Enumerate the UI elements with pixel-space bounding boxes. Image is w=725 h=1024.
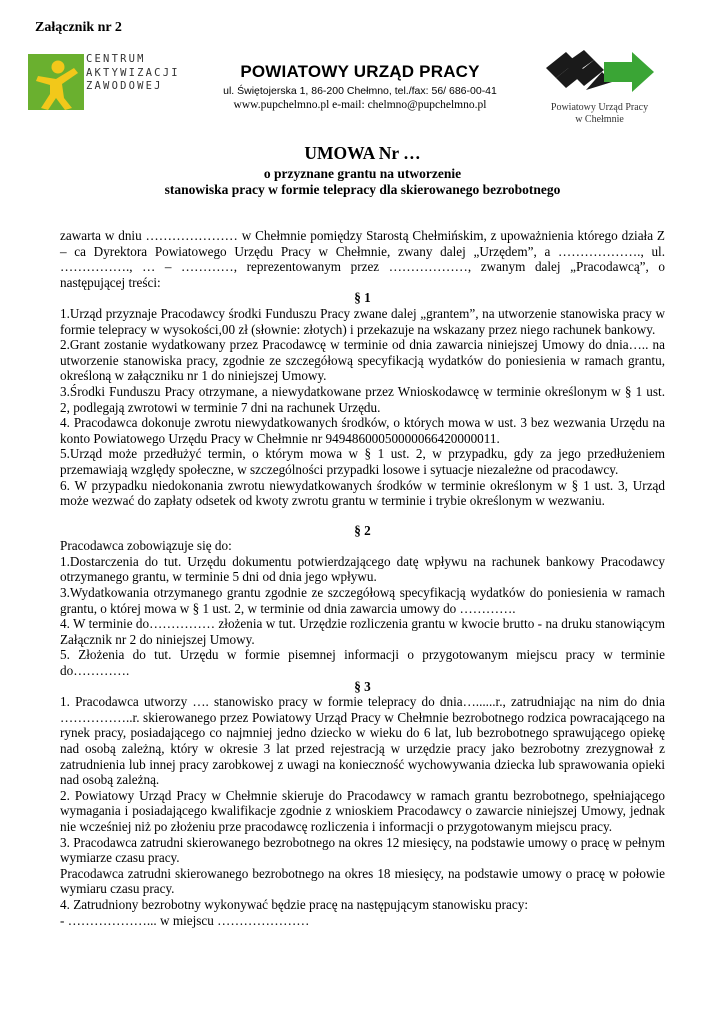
paragraph: 1. Pracodawca utworzy …. stanowisko pracy w formie telepracy do dnia…......r., zatrudniając na nim do dnia ……………..r. skierowanego przez Powiatowy Urząd Pracy w Chełmnie bezrobotnego rodzica powracającego na rynek pracy, posiadającego co najmniej jedno dziecko w wieku do 6 lat, lub bezrobotnego sprawującego opiekę nad osobą zależną, który w okresie 3 lat przed rejestracją w urzędzie pracy jako bezrobotny zrezygnował z zatrudnienia lub innej pracy zarobkowej z uwagi na konieczność wychowywania dziecka lub sprawowania opieki nad osobą zależną. [60,694,665,788]
paragraph: 4. Pracodawca dokonuje zwrotu niewydatkowanych środków, o których mowa w ust. 3 bez wezwania Urzędu na konto Powiatowego Urzędu Pracy w Chełmnie nr 94948600050000066420000011. [60,415,665,446]
pup-caption-line1: Powiatowy Urząd Pracy [550,102,649,113]
doc-subtitle-1: o przyznane grantu na utworzenie [263,166,462,181]
caz-logo-line2: AKTYWIZACJI [86,66,180,79]
paragraph: 2.Grant zostanie wydatkowany przez Pracodawcę w terminie od dnia zawarcia niniejszej Umowy do dnia….. na utworzenie stanowiska pracy, zgodnie ze szczegółową specyfikacją wydatków do poniesienia w ramach grantu, określoną w załączniku nr 1 do niniejszej Umowy. [60,337,665,384]
paragraph: Pracodawca zobowiązuje się do: [60,538,232,554]
paragraph: 5. Złożenia do tut. Urzędu w formie pisemnej informacji o przygotowanym miejscu pracy w terminie do…………. [60,647,665,679]
caz-logo-emblem [28,54,84,110]
paragraph: 1.Urząd przyznaje Pracodawcy środki Funduszu Pracy zwane dalej „grantem”, na utworzenie stanowiska pracy w formie telepracy w wysokości,00 zł (słownie: złotych) i przekazuje na wskazany przez niego rachunek bankowy. [60,305,665,337]
org-address: ul. Świętojerska 1, 86-200 Chełmno, tel./fax: 56/ 686-00-41 [223,85,497,97]
paragraph: Pracodawca zatrudni skierowanego bezrobotnego na okres 18 miesięcy, na podstawie umowy o pracę w połowie wymiaru czasu pracy. [60,865,665,897]
pup-logo-graphic [542,48,657,98]
paragraph: 4. Zatrudniony bezrobotny wykonywać będzie pracę na następującym stanowisku pracy: [60,896,529,912]
caz-logo [28,48,178,118]
header [195,62,525,111]
paragraph: 5.Urząd może przedłużyć termin, o którym mowa w § 1 ust. 2, w przypadku, gdy za jego przedłużeniem przemawiają względy społeczne, w szczególności przypadki losowe i sytuacje niezależne od pracodawcy. [60,446,665,477]
doc-title: UMOWA Nr … [304,143,421,163]
paragraph: 3.Wydatkowania otrzymanego grantu zgodnie ze szczegółową specyfikacją wydatków do poniesienia w ramach grantu, o której mowa w § 1 ust. 2, w terminie od dnia zawarcia umowy do …………. [60,585,665,616]
doc-subtitle-2: stanowiska pracy w formie telepracy dla skierowanego bezrobotnego [164,182,561,197]
section-1-heading: § 1 [354,290,371,306]
section-2-heading: § 2 [354,522,371,538]
org-title: POWIATOWY URZĄD PRACY [240,62,480,81]
document-body [60,228,665,928]
org-web: www.pupchelmno.pl e-mail: chelmno@pupchelmno.pl [233,99,487,111]
caz-logo-line3: ZAWODOWEJ [86,80,163,92]
paragraph: 3.Środki Funduszu Pracy otrzymane, a niewydatkowane przez Wnioskodawcę w terminie określonym w § 1 ust. 2, podlegają zwrotowi w terminie 7 dni na rachunek Urzędu. [60,383,665,415]
paragraph: 4. W terminie do…………… złożenia w tut. Urzędzie rozliczenia grantu w kwocie brutto - na druku stanowiącym Załącznik nr 2 do niniejszej Umowy. [60,616,665,647]
pup-caption-line2: w Chełmnie [575,114,624,125]
section-3-heading: § 3 [354,678,371,694]
paragraph: 6. W przypadku niedokonania zwrotu niewydatkowanych środków w terminie określonym w § 1 ust. 3, Urząd może wezwać do zapłaty odsetek od kwoty zwrotu grantu w terminie i trybie określonym w wezwaniu. [60,477,665,509]
caz-logo-line1: CENTRUM [86,53,146,65]
paragraph: 3. Pracodawca zatrudni skierowanego bezrobotnego na okres 12 miesięcy, na podstawie umowy o pracę w pełnym wymiarze czasu pracy. [60,834,665,866]
paragraph: 1.Dostarczenia do tut. Urzędu dokumentu potwierdzającego datę wpływu na rachunek bankowy Pracodawcy otrzymanego grantu, w terminie 5 dni od dnia jego wpływu. [60,553,665,585]
paragraph: 2. Powiatowy Urząd Pracy w Chełmnie skieruje do Pracodawcy w ramach grantu bezrobotnego, spełniającego wymagania i posiadającego kwalifikacje zgodnie z wnioskiem Pracodawcy o zawarcie niniejszej Umowy, jednak nie wcześniej niż po złożeniu prze pracodawcę rozliczenia i informacji o przygotowanym miejscu pracy. [60,787,665,834]
intro-paragraph: zawarta w dniu ………………… w Chełmnie pomiędzy Starostą Chełmińskim, z upoważnienia którego działa Z – ca Dyrektora Powiatowego Urzędu Pracy w Chełmnie, zwany dalej „Urzędem”, a ………………., ul. ……………., … – …………, reprezentowanym przez ………………, zwanym dalej „Pracodawcą”, o następującej treści: [60,228,665,290]
paragraph: - ………………... w miejscu ………………… [60,912,310,928]
attachment-label: Załącznik nr 2 [35,20,122,35]
pup-logo [542,48,657,126]
